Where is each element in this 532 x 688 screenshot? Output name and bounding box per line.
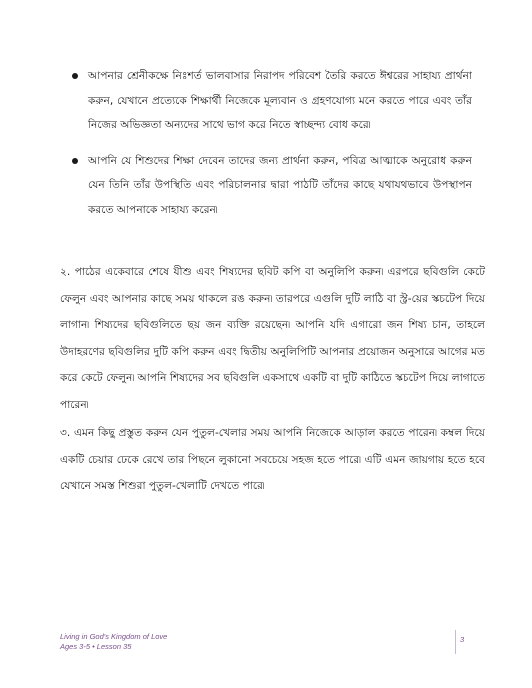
page-number: 3: [460, 635, 465, 644]
bullet-text: আপনার শ্রেনীকক্ষে নিঃশর্ত ভালবাসার নিরাপদ পরিবেশ তৈরি করতে ঈশ্বরের সাহায্য প্রার্থনা করুন, যেখানে প্রত্যেকে শিক্ষার্থী নিজেকে মূল্যবান ও গ্রহণযোগ্য মনে করতে পারে এবং তাঁর নিজের অভিজ্ঞতা অন্যদের সাথে ভাগ করে নিতে স্বাচ্ছন্দ্য বোধ করে৷: [88, 70, 472, 131]
bullet-item: [72, 64, 472, 138]
instruction-paragraph-2: ২. পাঠের একেবারে শেষে যীশু এবং শিষ্যদের ছবিট কপি বা অনুলিপি করুন৷ এরপরে ছবিগুলি কেটে ফেলুন এবং আপনার কাছে সময় থাকলে রঙ করুন৷ তারপরে এগুলি দুটি লাঠি বা স্ট্র-য়ের স্কচটেপ দিয়ে লাগান৷ শিষ্যদের ছবিগুলিতে ছয় জন ব্যক্তি রয়েছেন৷ আপনি যদি এগারো জন শিষ্য চান, তাহলে উদাহরণের ছবিগুলির দুটি কপি করুন এবং দ্বিতীয় অনুলিপিটি আপনার প্রয়োজন অনুসারে আগের মত করে কেটে ফেলুন৷ আপনি শিষ্যদের সব ছবিগুলি একসাথে একটি বা দুটি কাঠিতে স্কচটেপ দিয়ে লাগাতে পারেন৷: [60, 266, 485, 411]
bullet-text: আপনি যে শিশুদের শিক্ষা দেবেন তাদের জন্য প্রার্থনা করুন, পবিত্র আত্মাকে অনুরোধ করুন যেন তিনি তাঁর উপস্থিতি এবং পরিচালনার দ্বারা পাঠটি তাঁদের কাছে যথাযথভাবে উপস্থাপন করতে আপনাকে সাহায্য করেন৷: [88, 154, 472, 216]
bullet-item: [72, 149, 472, 223]
footer-divider: [455, 630, 456, 654]
instruction-paragraph-3: ৩. এমন কিছু প্রস্তুত করুন যেন পুতুল-খেলার সময় আপনি নিজেকে আড়াল করতে পারেন৷ কম্বল দিয়ে একটি চেয়ার ঢেকে রেখে তার পিছনে লুকানো সবচেয়ে সহজ হতে পারে৷ এটি এমন জায়গায় হতে হবে যেখানে সমস্ত শিশুরা পুতুল-খেলাটি দেখতে পারে৷: [60, 427, 485, 492]
footer-lesson-info: Ages 3-5 • Lesson 35: [60, 642, 132, 651]
footer-series-title: Living in God's Kingdom of Love: [60, 632, 168, 641]
bullet-dot-icon: [72, 158, 78, 164]
bullet-dot-icon: [72, 73, 78, 79]
bullet-list: [72, 64, 472, 233]
page-footer: [0, 630, 532, 660]
